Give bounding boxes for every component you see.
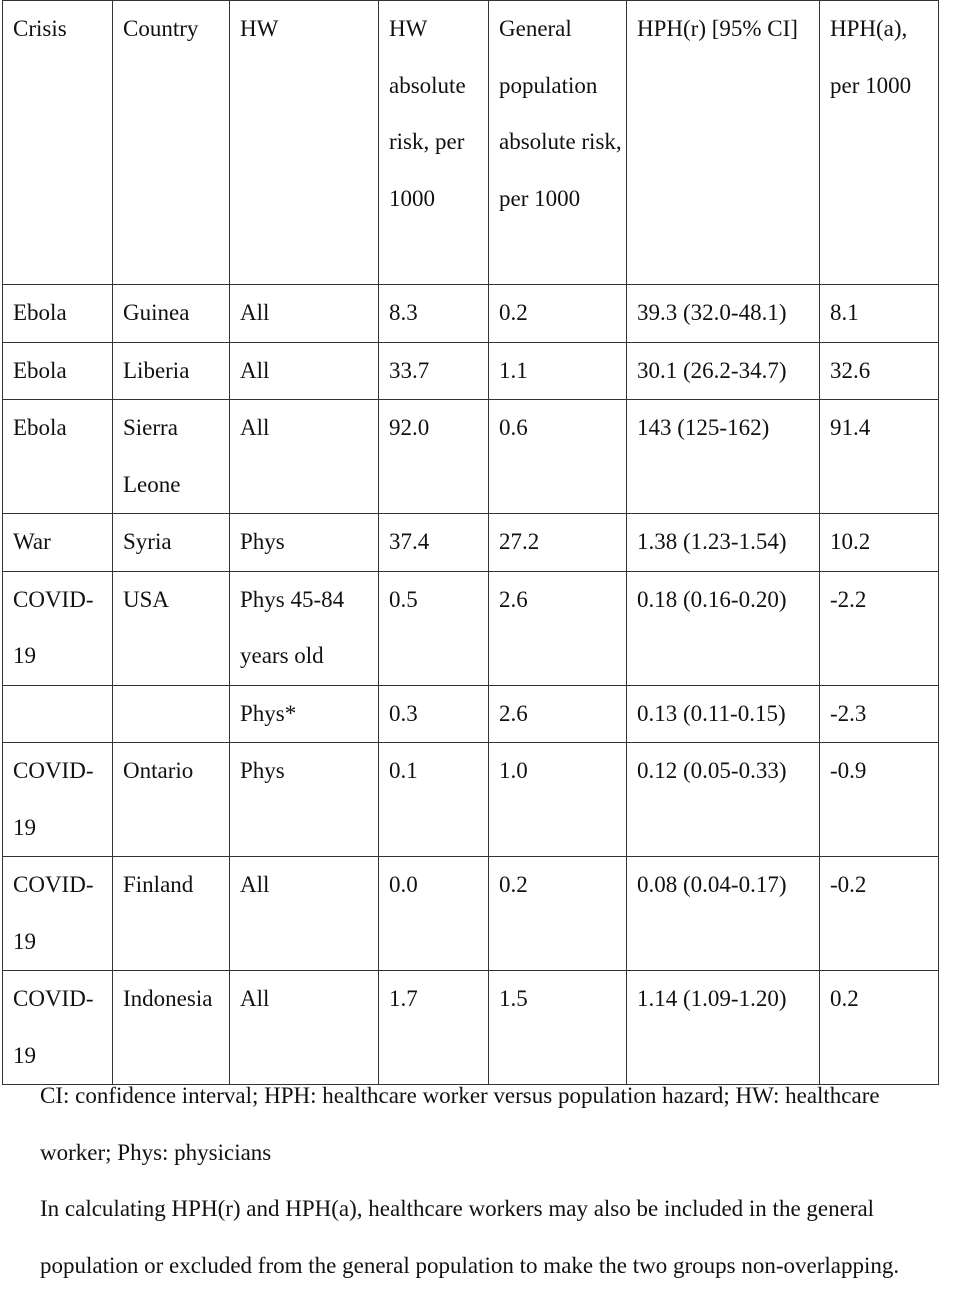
cell-country: Ontario: [113, 743, 230, 857]
cell-hw-risk: 0.3: [379, 685, 489, 743]
cell-hw: Phys: [230, 743, 379, 857]
cell-hw-risk: 0.1: [379, 743, 489, 857]
header-hph-a: HPH(a), per 1000: [820, 1, 939, 285]
table-row: [3, 857, 939, 971]
table-row: [3, 571, 939, 685]
cell-crisis: Ebola: [3, 342, 113, 400]
cell-hph-a: 8.1: [820, 285, 939, 343]
header-hph-r: HPH(r) [95% CI]: [627, 1, 820, 285]
cell-hph-a: 0.2: [820, 971, 939, 1085]
cell-hw-risk: 92.0: [379, 400, 489, 514]
calculation-note: In calculating HPH(r) and HPH(a), healthcare workers may also be included in the general population or excluded from the general population to make the two groups non-overlapping.: [40, 1196, 900, 1278]
table-row: [3, 514, 939, 572]
cell-hph-r: 30.1 (26.2-34.7): [627, 342, 820, 400]
cell-crisis: [3, 685, 113, 743]
cell-population-risk: 27.2: [489, 514, 627, 572]
cell-population-risk: 2.6: [489, 685, 627, 743]
cell-hph-r: 1.38 (1.23-1.54): [627, 514, 820, 572]
cell-hph-a: -2.2: [820, 571, 939, 685]
table-body: [3, 1, 939, 1085]
cell-hw: Phys*: [230, 685, 379, 743]
table-footnotes: [40, 1068, 945, 1294]
header-country: Country: [113, 1, 230, 285]
cell-hw: All: [230, 342, 379, 400]
cell-country: Finland: [113, 857, 230, 971]
cell-country: Sierra Leone: [113, 400, 230, 514]
cell-hw: All: [230, 400, 379, 514]
cell-hw: All: [230, 857, 379, 971]
header-hw-absolute-risk: HW absolute risk, per 1000: [379, 1, 489, 285]
cell-country: Liberia: [113, 342, 230, 400]
cell-population-risk: 1.1: [489, 342, 627, 400]
cell-country: Indonesia: [113, 971, 230, 1085]
cell-crisis: COVID-19: [3, 571, 113, 685]
cell-population-risk: 2.6: [489, 571, 627, 685]
cell-crisis: COVID-19: [3, 857, 113, 971]
cell-population-risk: 0.2: [489, 285, 627, 343]
cell-hph-r: 0.18 (0.16-0.20): [627, 571, 820, 685]
cell-crisis: Ebola: [3, 285, 113, 343]
cell-hph-a: -0.2: [820, 857, 939, 971]
cell-hph-a: -2.3: [820, 685, 939, 743]
cell-hph-a: 91.4: [820, 400, 939, 514]
table-header-row: [3, 1, 939, 285]
cell-hw-risk: 33.7: [379, 342, 489, 400]
cell-hw-risk: 37.4: [379, 514, 489, 572]
cell-country: [113, 685, 230, 743]
table-row: [3, 285, 939, 343]
header-crisis: Crisis: [3, 1, 113, 285]
cell-hph-r: 143 (125-162): [627, 400, 820, 514]
table-row: [3, 400, 939, 514]
cell-crisis: COVID-19: [3, 743, 113, 857]
cell-hw-risk: 0.0: [379, 857, 489, 971]
cell-hw: Phys: [230, 514, 379, 572]
cell-hph-r: 0.08 (0.04-0.17): [627, 857, 820, 971]
cell-hw: All: [230, 285, 379, 343]
cell-country: USA: [113, 571, 230, 685]
cell-hw: Phys 45-84 years old: [230, 571, 379, 685]
cell-population-risk: 0.2: [489, 857, 627, 971]
cell-hph-r: 39.3 (32.0-48.1): [627, 285, 820, 343]
risk-table: [2, 0, 939, 1085]
cell-hph-a: -0.9: [820, 743, 939, 857]
table-row: [3, 743, 939, 857]
cell-hw-risk: 8.3: [379, 285, 489, 343]
cell-hph-r: 0.12 (0.05-0.33): [627, 743, 820, 857]
cell-population-risk: 0.6: [489, 400, 627, 514]
cell-hw: All: [230, 971, 379, 1085]
cell-hw-risk: 0.5: [379, 571, 489, 685]
header-hw: HW: [230, 1, 379, 285]
table-row: [3, 685, 939, 743]
cell-hph-r: 1.14 (1.09-1.20): [627, 971, 820, 1085]
cell-country: Guinea: [113, 285, 230, 343]
cell-population-risk: 1.5: [489, 971, 627, 1085]
table-row: [3, 342, 939, 400]
header-general-population-risk: General population absolute risk, per 1000: [489, 1, 627, 285]
cell-crisis: Ebola: [3, 400, 113, 514]
cell-hph-a: 10.2: [820, 514, 939, 572]
cell-crisis: War: [3, 514, 113, 572]
abbreviations-note: CI: confidence interval; HPH: healthcare worker versus population hazard; HW: healthcare worker; Phys: physicians: [40, 1083, 880, 1165]
cell-crisis: COVID-19: [3, 971, 113, 1085]
cell-country: Syria: [113, 514, 230, 572]
cell-population-risk: 1.0: [489, 743, 627, 857]
cell-hw-risk: 1.7: [379, 971, 489, 1085]
cell-hph-r: 0.13 (0.11-0.15): [627, 685, 820, 743]
cell-hph-a: 32.6: [820, 342, 939, 400]
